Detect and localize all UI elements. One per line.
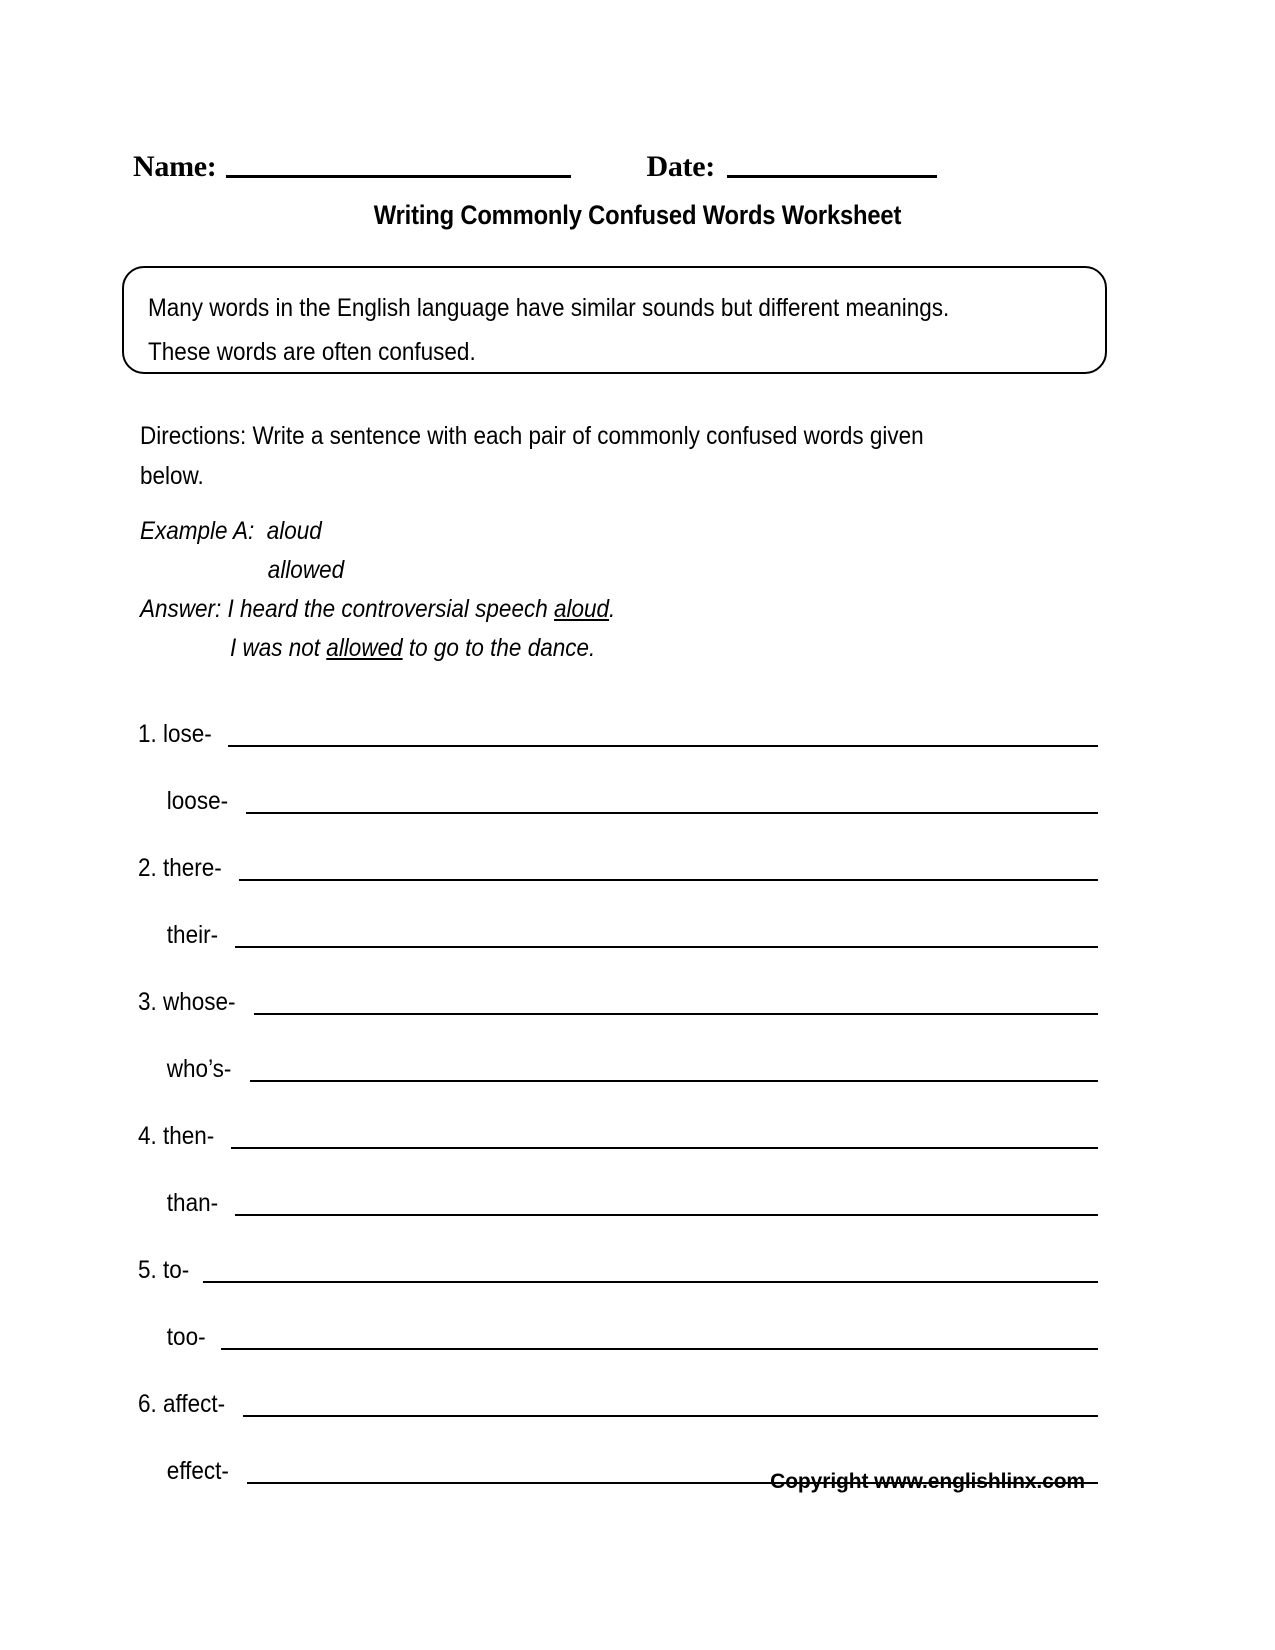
date-blank-line[interactable] (727, 175, 937, 178)
list-item (138, 1287, 1098, 1354)
list-item (138, 952, 1098, 1019)
directions-line-1: Directions: Write a sentence with each pair of commonly confused words given (140, 422, 924, 450)
answer-2-text: I was not (230, 634, 327, 662)
list-item (138, 684, 1098, 751)
word-pair-list (138, 684, 1098, 1488)
name-blank-line[interactable] (226, 175, 571, 178)
copyright-notice: Copyright www.englishlinx.com (770, 1470, 1085, 1493)
list-item (138, 818, 1098, 885)
item-6-word-main: 6. affect- (138, 1390, 226, 1418)
item-5-main-blank-line[interactable] (203, 1281, 1098, 1283)
example-block (140, 512, 950, 668)
item-2-sub-blank-line[interactable] (235, 946, 1098, 948)
list-item (138, 885, 1098, 952)
directions-text (140, 416, 1076, 496)
item-1-sub-blank-line[interactable] (246, 812, 1098, 814)
item-1-word-main: 1. lose- (138, 720, 212, 748)
item-3-main-blank-line[interactable] (254, 1013, 1098, 1015)
item-2-word-main: 2. there- (138, 854, 222, 882)
item-3-sub-blank-line[interactable] (250, 1080, 1098, 1082)
list-item (138, 751, 1098, 818)
answer-2-underlined-word: allowed (326, 634, 403, 662)
item-4-word-sub: than- (166, 1189, 219, 1217)
item-4-sub-blank-line[interactable] (235, 1214, 1098, 1216)
info-box-line-1: Many words in the English language have similar sounds but different meanings. (148, 294, 950, 322)
list-item (138, 1019, 1098, 1086)
item-4-main-blank-line[interactable] (231, 1147, 1098, 1149)
info-box-line-2: These words are often confused. (148, 338, 476, 366)
item-3-word-sub: who’s- (166, 1055, 232, 1083)
example-word-2: allowed (267, 556, 345, 584)
item-6-main-blank-line[interactable] (243, 1415, 1098, 1417)
item-4-word-main: 4. then- (138, 1122, 215, 1150)
info-box-text (148, 286, 994, 374)
item-5-word-sub: too- (166, 1323, 206, 1351)
item-2-word-sub: their- (166, 921, 219, 949)
name-label: Name: (133, 150, 217, 183)
answer-1-underlined-word: aloud (553, 595, 610, 623)
answer-1-text: I heard the controversial speech (227, 595, 554, 623)
item-5-word-main: 5. to- (138, 1256, 190, 1284)
example-line-word1 (140, 512, 950, 551)
date-label: Date: (646, 150, 715, 183)
student-info-row (133, 140, 1143, 182)
item-3-word-main: 3. whose- (138, 988, 236, 1016)
item-1-main-blank-line[interactable] (228, 745, 1098, 747)
item-1-word-sub: loose- (166, 787, 229, 815)
example-word-1: aloud (266, 517, 322, 545)
example-answer-line-2 (140, 629, 950, 668)
answer-label: Answer: (140, 595, 222, 623)
list-item (138, 1153, 1098, 1220)
item-5-sub-blank-line[interactable] (221, 1348, 1098, 1350)
item-6-word-sub: effect- (166, 1457, 229, 1485)
example-line-word2 (140, 551, 950, 590)
list-item (138, 1220, 1098, 1287)
example-answer-line-1 (140, 590, 950, 629)
answer-1-punctuation: . (609, 595, 616, 623)
answer-2-text-end: to go to the dance. (402, 634, 596, 662)
list-item (138, 1354, 1098, 1421)
example-label: Example A: (140, 517, 255, 545)
item-2-main-blank-line[interactable] (239, 879, 1098, 881)
directions-line-2: below. (140, 462, 204, 490)
page-title: Writing Commonly Confused Words Worksheet (373, 200, 902, 230)
list-item (138, 1086, 1098, 1153)
